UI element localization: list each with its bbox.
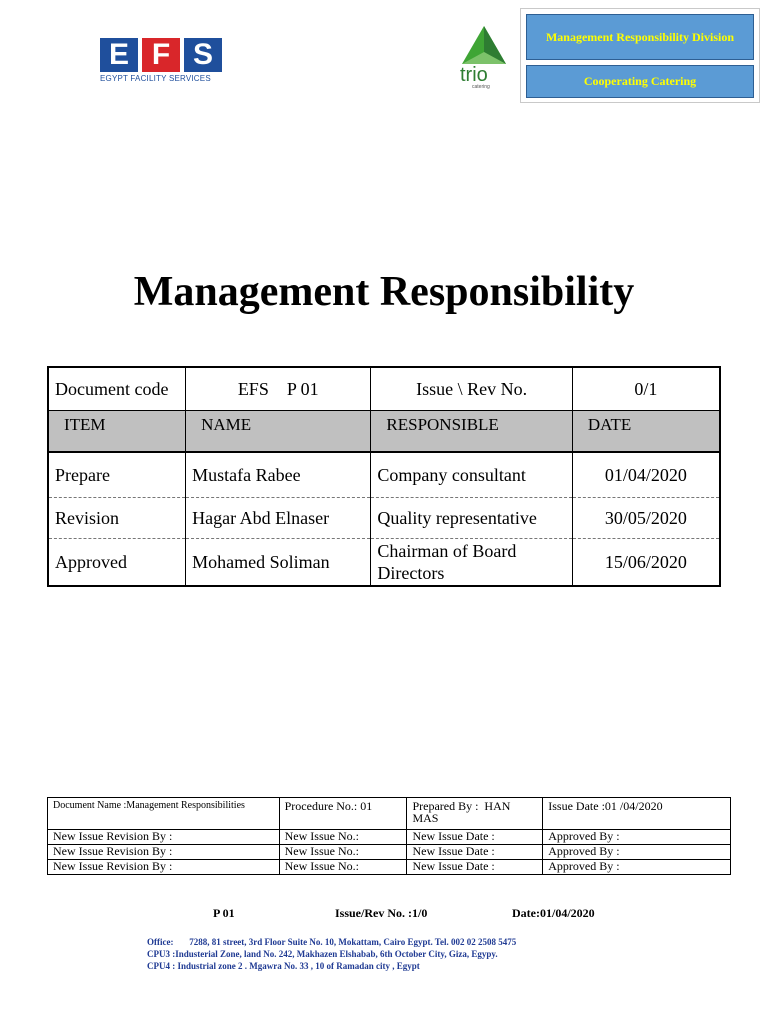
document-code-label: Document code [48, 367, 186, 411]
new-issue-date: New Issue Date : [407, 830, 543, 845]
table-header-row [48, 411, 720, 453]
new-issue-no: New Issue No.: [279, 845, 407, 860]
footer-issue-rev: Issue/Rev No. :1/0 [335, 906, 428, 920]
row-responsible: Chairman of Board Directors [371, 539, 572, 587]
header-name: NAME [186, 411, 371, 453]
trio-logo [458, 24, 510, 90]
header-responsible: RESPONSIBLE [371, 411, 572, 453]
efs-logo-letter-s: S [184, 38, 222, 72]
header-date: DATE [572, 411, 720, 453]
new-issue-date: New Issue Date : [407, 845, 543, 860]
row-responsible: Company consultant [371, 452, 572, 498]
table-row [48, 830, 731, 845]
new-issue-date: New Issue Date : [407, 860, 543, 875]
header-item: ITEM [48, 411, 186, 453]
new-issue-no: New Issue No.: [279, 830, 407, 845]
new-issue-revision-by: New Issue Revision By : [48, 830, 280, 845]
efs-logo-letter-e: E [100, 38, 138, 72]
footer-procedure: P 01 [213, 906, 235, 920]
table-row [48, 539, 720, 587]
address-cpu3: CPU3 :Industerial Zone, land No. 242, Makhazen Elshabab, 6th October City, Giza, Egypy. [147, 949, 498, 959]
table-row [48, 845, 731, 860]
row-item: Prepare [48, 452, 186, 498]
row-name: Hagar Abd Elnaser [186, 498, 371, 539]
document-code-row [48, 367, 720, 411]
address-block [147, 936, 516, 972]
prepared-by-cell: Prepared By : HAN MAS [407, 798, 543, 830]
trio-logo-sub: catering [472, 84, 490, 90]
page-title: Management Responsibility [133, 269, 635, 315]
division-title [526, 14, 754, 60]
row-date: 15/06/2020 [572, 539, 720, 587]
issue-date-cell: Issue Date :01 /04/2020 [543, 798, 731, 830]
division-title-text: Management Responsibility Division [545, 29, 734, 44]
approval-table [47, 366, 721, 587]
approved-by: Approved By : [543, 830, 731, 845]
table-row [48, 452, 720, 498]
row-item: Approved [48, 539, 186, 587]
approved-by: Approved By : [543, 845, 731, 860]
division-panel [520, 8, 760, 103]
address-office: Office: 7288, 81 street, 3rd Floor Suite No. 10, Mokattam, Cairo Egypt. Tel. 002 02 2508 5475 [147, 937, 517, 947]
row-responsible: Quality representative [371, 498, 572, 539]
division-subtitle-text: Cooperating Catering [583, 74, 697, 88]
row-date: 30/05/2020 [572, 498, 720, 539]
revision-table [47, 797, 731, 875]
new-issue-revision-by: New Issue Revision By : [48, 860, 280, 875]
footer-date: Date:01/04/2020 [512, 906, 595, 920]
row-date: 01/04/2020 [572, 452, 720, 498]
approved-by: Approved By : [543, 860, 731, 875]
row-name: Mustafa Rabee [186, 452, 371, 498]
efs-logo-subtitle: EGYPT FACILITY SERVICES [100, 74, 211, 83]
issue-rev-value: 0/1 [572, 367, 720, 411]
document-name-cell: Document Name :Management Responsibilities [48, 798, 280, 830]
procedure-no-cell: Procedure No.: 01 [279, 798, 407, 830]
efs-logo [100, 38, 224, 86]
revision-table-header-row [48, 798, 731, 830]
document-code-value: EFS P 01 [186, 367, 371, 411]
trio-triangle-icon [458, 24, 510, 68]
trio-logo-word: trio [460, 64, 488, 86]
new-issue-no: New Issue No.: [279, 860, 407, 875]
efs-logo-letter-f: F [142, 38, 180, 72]
address-cpu4: CPU4 : Industrial zone 2 . Mgawra No. 33 , 10 of Ramadan city , Egypt [147, 961, 420, 971]
table-row [48, 498, 720, 539]
new-issue-revision-by: New Issue Revision By : [48, 845, 280, 860]
table-row [48, 860, 731, 875]
row-name: Mohamed Soliman [186, 539, 371, 587]
issue-rev-label: Issue \ Rev No. [371, 367, 572, 411]
row-item: Revision [48, 498, 186, 539]
division-subtitle [526, 65, 754, 98]
